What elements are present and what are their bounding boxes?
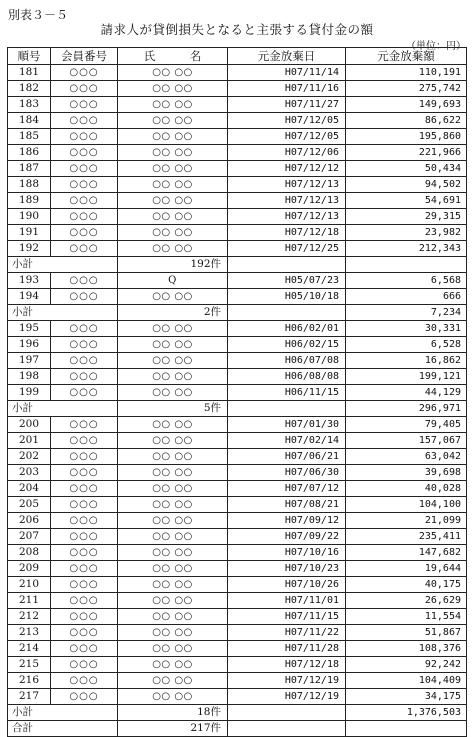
waiver-date: H06/02/01 — [228, 321, 346, 337]
table-row — [8, 513, 467, 529]
waiver-amount: 94,502 — [346, 177, 467, 193]
member-number: ○○○ — [51, 385, 118, 401]
member-name: ○○ ○○ — [118, 241, 228, 257]
waiver-amount: 104,100 — [346, 497, 467, 513]
subtotal-label: 小計 — [8, 305, 118, 321]
subtotal-spacer — [228, 305, 346, 321]
waiver-amount: 195,860 — [346, 129, 467, 145]
waiver-date: H07/06/30 — [228, 465, 346, 481]
member-name: ○○ ○○ — [118, 657, 228, 673]
waiver-date: H07/11/14 — [228, 65, 346, 81]
subtotal-row — [8, 401, 467, 417]
row-number: 215 — [8, 657, 51, 673]
waiver-amount: 108,376 — [346, 641, 467, 657]
waiver-amount: 6,568 — [346, 273, 467, 289]
member-name: ○○ ○○ — [118, 385, 228, 401]
row-number: 200 — [8, 417, 51, 433]
waiver-date: H05/07/23 — [228, 273, 346, 289]
row-number: 216 — [8, 673, 51, 689]
row-number: 190 — [8, 209, 51, 225]
row-number: 204 — [8, 481, 51, 497]
member-number: ○○○ — [51, 689, 118, 705]
waiver-amount: 26,629 — [346, 593, 467, 609]
member-name: ○○ ○○ — [118, 481, 228, 497]
waiver-amount: 23,982 — [346, 225, 467, 241]
subtotal-count: 192件 — [118, 257, 228, 273]
table-row — [8, 145, 467, 161]
member-name: ○○ ○○ — [118, 97, 228, 113]
waiver-date: H07/10/26 — [228, 577, 346, 593]
table-row — [8, 225, 467, 241]
waiver-date: H07/09/12 — [228, 513, 346, 529]
waiver-date: H07/12/13 — [228, 177, 346, 193]
waiver-date: H07/12/19 — [228, 689, 346, 705]
table-row — [8, 577, 467, 593]
waiver-date: H07/06/21 — [228, 449, 346, 465]
member-number: ○○○ — [51, 545, 118, 561]
table-row — [8, 529, 467, 545]
waiver-amount: 275,742 — [346, 81, 467, 97]
member-number: ○○○ — [51, 241, 118, 257]
waiver-date: H07/11/16 — [228, 81, 346, 97]
table-row — [8, 97, 467, 113]
waiver-amount: 221,966 — [346, 145, 467, 161]
waiver-amount: 54,691 — [346, 193, 467, 209]
waiver-date: H07/12/05 — [228, 129, 346, 145]
waiver-date: H07/08/21 — [228, 497, 346, 513]
table-row — [8, 449, 467, 465]
table-row — [8, 497, 467, 513]
header-amount: 元金放棄額 — [346, 48, 467, 65]
table-row — [8, 433, 467, 449]
member-number: ○○○ — [51, 289, 118, 305]
member-name: ○○ ○○ — [118, 225, 228, 241]
member-number: ○○○ — [51, 673, 118, 689]
member-name: ○○ ○○ — [118, 113, 228, 129]
waiver-amount: 11,554 — [346, 609, 467, 625]
waiver-amount: 63,042 — [346, 449, 467, 465]
subtotal-count: 5件 — [118, 401, 228, 417]
member-number: ○○○ — [51, 65, 118, 81]
table-row — [8, 417, 467, 433]
waiver-date: H05/10/18 — [228, 289, 346, 305]
member-number: ○○○ — [51, 97, 118, 113]
row-number: 206 — [8, 513, 51, 529]
waiver-amount: 6,528 — [346, 337, 467, 353]
waiver-date: H06/08/08 — [228, 369, 346, 385]
waiver-amount: 92,242 — [346, 657, 467, 673]
member-name: ○○ ○○ — [118, 337, 228, 353]
subtotal-row — [8, 305, 467, 321]
total-spacer — [228, 721, 346, 737]
member-number: ○○○ — [51, 225, 118, 241]
member-name: ○○ ○○ — [118, 209, 228, 225]
total-row — [8, 721, 467, 737]
table-label: 別表３－５ — [8, 8, 69, 22]
subtotal-amount: 1,376,503 — [346, 705, 467, 721]
table-row — [8, 545, 467, 561]
table-body — [8, 65, 467, 737]
waiver-date: H07/12/25 — [228, 241, 346, 257]
member-number: ○○○ — [51, 561, 118, 577]
table-row — [8, 641, 467, 657]
table-row — [8, 625, 467, 641]
waiver-amount: 199,121 — [346, 369, 467, 385]
loan-table — [7, 47, 467, 737]
waiver-date: H07/02/14 — [228, 433, 346, 449]
row-number: 188 — [8, 177, 51, 193]
member-number: ○○○ — [51, 369, 118, 385]
member-number: ○○○ — [51, 657, 118, 673]
row-number: 201 — [8, 433, 51, 449]
subtotal-amount: 296,971 — [346, 401, 467, 417]
member-number: ○○○ — [51, 81, 118, 97]
table-row — [8, 337, 467, 353]
member-name: ○○ ○○ — [118, 577, 228, 593]
table-row — [8, 321, 467, 337]
waiver-date: H07/10/23 — [228, 561, 346, 577]
member-name: ○○ ○○ — [118, 417, 228, 433]
table-row — [8, 609, 467, 625]
row-number: 181 — [8, 65, 51, 81]
member-name: ○○ ○○ — [118, 497, 228, 513]
member-number: ○○○ — [51, 609, 118, 625]
row-number: 208 — [8, 545, 51, 561]
row-number: 199 — [8, 385, 51, 401]
table-row — [8, 161, 467, 177]
subtotal-row — [8, 257, 467, 273]
table-row — [8, 65, 467, 81]
row-number: 193 — [8, 273, 51, 289]
header-member: 会員番号 — [51, 48, 118, 65]
waiver-amount: 16,862 — [346, 353, 467, 369]
member-name: ○○ ○○ — [118, 289, 228, 305]
row-number: 185 — [8, 129, 51, 145]
member-number: ○○○ — [51, 625, 118, 641]
table-row — [8, 193, 467, 209]
table-row — [8, 113, 467, 129]
waiver-amount: 50,434 — [346, 161, 467, 177]
row-number: 207 — [8, 529, 51, 545]
subtotal-spacer — [228, 257, 346, 273]
row-number: 214 — [8, 641, 51, 657]
member-name: ○○ ○○ — [118, 129, 228, 145]
table-row — [8, 657, 467, 673]
waiver-date: H07/12/06 — [228, 145, 346, 161]
header-date: 元金放棄日 — [228, 48, 346, 65]
table-row — [8, 81, 467, 97]
waiver-amount: 44,129 — [346, 385, 467, 401]
row-number: 184 — [8, 113, 51, 129]
subtotal-count: 18件 — [118, 705, 228, 721]
row-number: 196 — [8, 337, 51, 353]
table-row — [8, 241, 467, 257]
member-number: ○○○ — [51, 417, 118, 433]
member-name: ○○ ○○ — [118, 321, 228, 337]
member-name: ○○ ○○ — [118, 513, 228, 529]
waiver-amount: 110,191 — [346, 65, 467, 81]
waiver-amount: 21,099 — [346, 513, 467, 529]
waiver-date: H07/11/27 — [228, 97, 346, 113]
waiver-amount: 86,622 — [346, 113, 467, 129]
waiver-amount: 235,411 — [346, 529, 467, 545]
row-number: 192 — [8, 241, 51, 257]
member-number: ○○○ — [51, 577, 118, 593]
row-number: 191 — [8, 225, 51, 241]
row-number: 195 — [8, 321, 51, 337]
member-number: ○○○ — [51, 337, 118, 353]
waiver-date: H06/02/15 — [228, 337, 346, 353]
header-row — [8, 48, 467, 65]
header-name: 氏 名 — [118, 48, 228, 65]
table-row — [8, 129, 467, 145]
member-number: ○○○ — [51, 113, 118, 129]
waiver-date: H07/12/05 — [228, 113, 346, 129]
table-row — [8, 481, 467, 497]
member-name: ○○ ○○ — [118, 529, 228, 545]
row-number: 186 — [8, 145, 51, 161]
waiver-date: H07/12/18 — [228, 657, 346, 673]
member-name: ○○ ○○ — [118, 593, 228, 609]
member-number: ○○○ — [51, 193, 118, 209]
waiver-amount: 212,343 — [346, 241, 467, 257]
member-name: ○○ ○○ — [118, 465, 228, 481]
subtotal-count: 2件 — [118, 305, 228, 321]
header-no: 順号 — [8, 48, 51, 65]
waiver-date: H07/12/19 — [228, 673, 346, 689]
table-row — [8, 689, 467, 705]
subtotal-spacer — [228, 401, 346, 417]
member-number: ○○○ — [51, 641, 118, 657]
waiver-amount: 30,331 — [346, 321, 467, 337]
member-name: ○○ ○○ — [118, 81, 228, 97]
member-name: ○○ ○○ — [118, 193, 228, 209]
waiver-amount: 40,028 — [346, 481, 467, 497]
row-number: 197 — [8, 353, 51, 369]
waiver-date: H07/11/28 — [228, 641, 346, 657]
waiver-date: H07/12/13 — [228, 209, 346, 225]
member-number: ○○○ — [51, 209, 118, 225]
subtotal-amount: 7,234 — [346, 305, 467, 321]
member-number: ○○○ — [51, 353, 118, 369]
table-row — [8, 273, 467, 289]
member-number: ○○○ — [51, 481, 118, 497]
member-number: ○○○ — [51, 161, 118, 177]
waiver-date: H07/01/30 — [228, 417, 346, 433]
row-number: 212 — [8, 609, 51, 625]
row-number: 182 — [8, 81, 51, 97]
waiver-date: H07/11/15 — [228, 609, 346, 625]
table-row — [8, 465, 467, 481]
member-name: ○○ ○○ — [118, 177, 228, 193]
member-number: ○○○ — [51, 593, 118, 609]
member-number: ○○○ — [51, 465, 118, 481]
member-number: ○○○ — [51, 449, 118, 465]
member-number: ○○○ — [51, 273, 118, 289]
waiver-amount: 157,067 — [346, 433, 467, 449]
row-number: 187 — [8, 161, 51, 177]
member-name: ○○ ○○ — [118, 689, 228, 705]
member-number: ○○○ — [51, 177, 118, 193]
subtotal-label: 小計 — [8, 257, 118, 273]
member-number: ○○○ — [51, 513, 118, 529]
table-row — [8, 209, 467, 225]
waiver-amount: 147,682 — [346, 545, 467, 561]
member-name: ○○ ○○ — [118, 433, 228, 449]
table-row — [8, 369, 467, 385]
row-number: 198 — [8, 369, 51, 385]
document-title: 請求人が貸倒損失となると主張する貸付金の額 — [100, 22, 374, 37]
member-number: ○○○ — [51, 433, 118, 449]
total-count: 217件 — [118, 721, 228, 737]
row-number: 210 — [8, 577, 51, 593]
row-number: 211 — [8, 593, 51, 609]
member-name: ○○ ○○ — [118, 161, 228, 177]
waiver-date: H07/12/18 — [228, 225, 346, 241]
waiver-date: H07/10/16 — [228, 545, 346, 561]
waiver-amount: 19,644 — [346, 561, 467, 577]
member-number: ○○○ — [51, 321, 118, 337]
waiver-amount: 39,698 — [346, 465, 467, 481]
member-name: ○○ ○○ — [118, 369, 228, 385]
row-number: 213 — [8, 625, 51, 641]
member-name: ○○ ○○ — [118, 641, 228, 657]
table-row — [8, 593, 467, 609]
subtotal-label: 小計 — [8, 401, 118, 417]
member-name: ○○ ○○ — [118, 145, 228, 161]
waiver-date: H07/12/12 — [228, 161, 346, 177]
member-number: ○○○ — [51, 529, 118, 545]
table-row — [8, 353, 467, 369]
total-label: 合計 — [8, 721, 118, 737]
subtotal-label: 小計 — [8, 705, 118, 721]
table-row — [8, 673, 467, 689]
waiver-amount: 104,409 — [346, 673, 467, 689]
member-name: ○○ ○○ — [118, 449, 228, 465]
row-number: 183 — [8, 97, 51, 113]
member-number: ○○○ — [51, 129, 118, 145]
waiver-date: H07/11/22 — [228, 625, 346, 641]
row-number: 205 — [8, 497, 51, 513]
member-name: ○○ ○○ — [118, 353, 228, 369]
subtotal-spacer — [228, 705, 346, 721]
member-name: ○○ ○○ — [118, 545, 228, 561]
waiver-date: H06/07/08 — [228, 353, 346, 369]
member-number: ○○○ — [51, 145, 118, 161]
waiver-amount: 34,175 — [346, 689, 467, 705]
member-name: ○○ ○○ — [118, 625, 228, 641]
waiver-amount: 149,693 — [346, 97, 467, 113]
waiver-date: H07/12/13 — [228, 193, 346, 209]
row-number: 217 — [8, 689, 51, 705]
subtotal-amount — [346, 257, 467, 273]
member-name: ○○ ○○ — [118, 609, 228, 625]
waiver-amount: 29,315 — [346, 209, 467, 225]
table-row — [8, 561, 467, 577]
row-number: 202 — [8, 449, 51, 465]
waiver-date: H06/11/15 — [228, 385, 346, 401]
waiver-date: H07/09/22 — [228, 529, 346, 545]
waiver-date: H07/11/01 — [228, 593, 346, 609]
member-number: ○○○ — [51, 497, 118, 513]
row-number: 209 — [8, 561, 51, 577]
member-name: ○○ ○○ — [118, 65, 228, 81]
table-row — [8, 177, 467, 193]
table-row — [8, 385, 467, 401]
member-name: ○○ ○○ — [118, 673, 228, 689]
member-name: ○○ ○○ — [118, 561, 228, 577]
member-name: Q — [118, 273, 228, 289]
waiver-amount: 51,867 — [346, 625, 467, 641]
unit-note: （単位：円） — [406, 41, 466, 52]
waiver-amount: 79,405 — [346, 417, 467, 433]
row-number: 194 — [8, 289, 51, 305]
waiver-date: H07/07/12 — [228, 481, 346, 497]
row-number: 203 — [8, 465, 51, 481]
waiver-amount: 40,175 — [346, 577, 467, 593]
row-number: 189 — [8, 193, 51, 209]
subtotal-row — [8, 705, 467, 721]
waiver-amount: 666 — [346, 289, 467, 305]
table-row — [8, 289, 467, 305]
total-amount — [346, 721, 467, 737]
